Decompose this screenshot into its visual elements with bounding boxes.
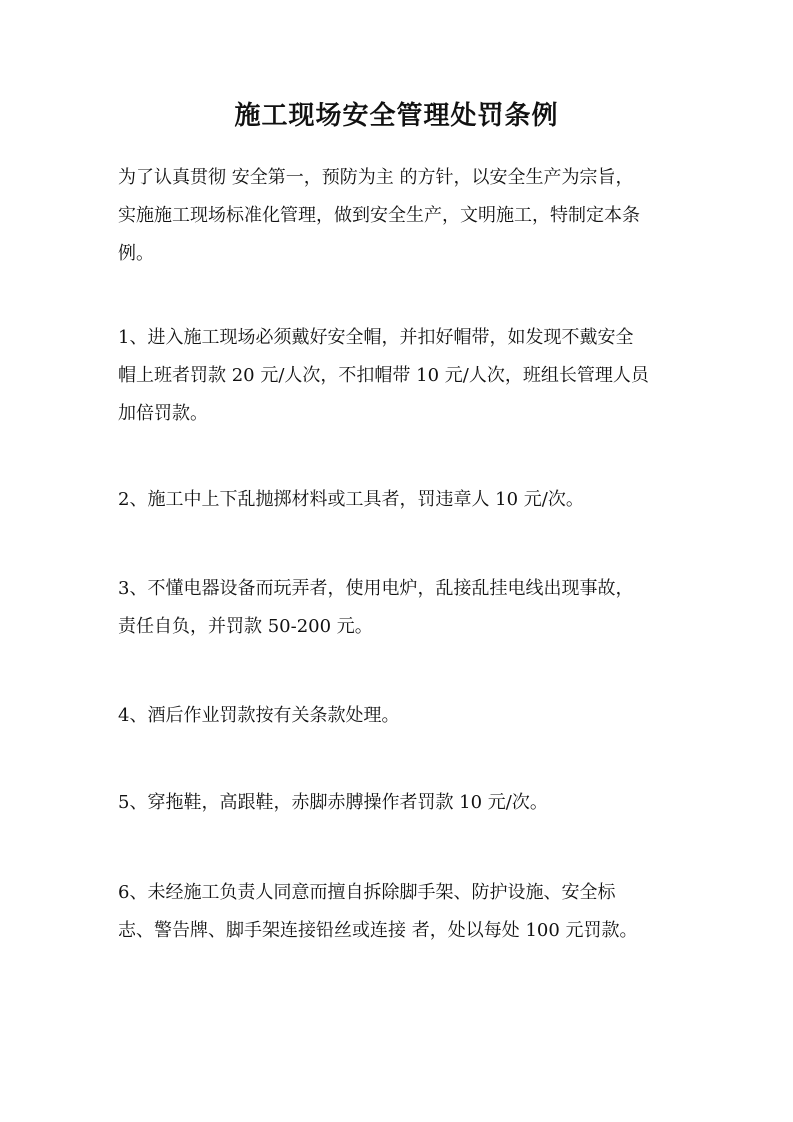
rule-line: 帽上班者罚款 20 元/人次，不扣帽带 10 元/人次，班组长管理人员	[118, 365, 649, 386]
intro-line: 例。	[118, 243, 154, 264]
rule-item-1	[118, 319, 678, 433]
rule-line: 1、进入施工现场必须戴好安全帽，并扣好帽带，如发现不戴安全	[118, 327, 634, 348]
rule-item-6	[118, 874, 678, 950]
rule-item-3	[118, 570, 678, 646]
rule-line: 3、不懂电器设备而玩弄者，使用电炉，乱接乱挂电线出现事故，	[118, 578, 634, 599]
rule-line: 责任自负，并罚款 50-200 元。	[118, 616, 373, 637]
rule-line: 志、警告牌、脚手架连接铅丝或连接 者，处以每处 100 元罚款。	[118, 920, 638, 941]
rule-line: 5、穿拖鞋，高跟鞋，赤脚赤膊操作者罚款 10 元/次。	[118, 792, 548, 813]
rule-item-4	[118, 697, 678, 735]
rule-line: 加倍罚款。	[118, 403, 208, 424]
document-title: 施工现场安全管理处罚条例	[234, 101, 559, 131]
rule-line: 4、酒后作业罚款按有关条款处理。	[118, 705, 400, 726]
rule-item-5	[118, 784, 678, 822]
rule-line: 2、施工中上下乱抛掷材料或工具者，罚违章人 10 元/次。	[118, 489, 584, 510]
rule-line: 6、未经施工负责人同意而擅自拆除脚手架、防护设施、安全标	[118, 882, 616, 903]
rule-item-2	[118, 481, 678, 519]
intro-line: 实施施工现场标准化管理，做到安全生产，文明施工，特制定本条	[118, 205, 640, 226]
intro-line: 为了认真贯彻 安全第一，预防为主 的方针，以安全生产为宗旨，	[118, 167, 634, 188]
intro-paragraph	[118, 159, 678, 273]
